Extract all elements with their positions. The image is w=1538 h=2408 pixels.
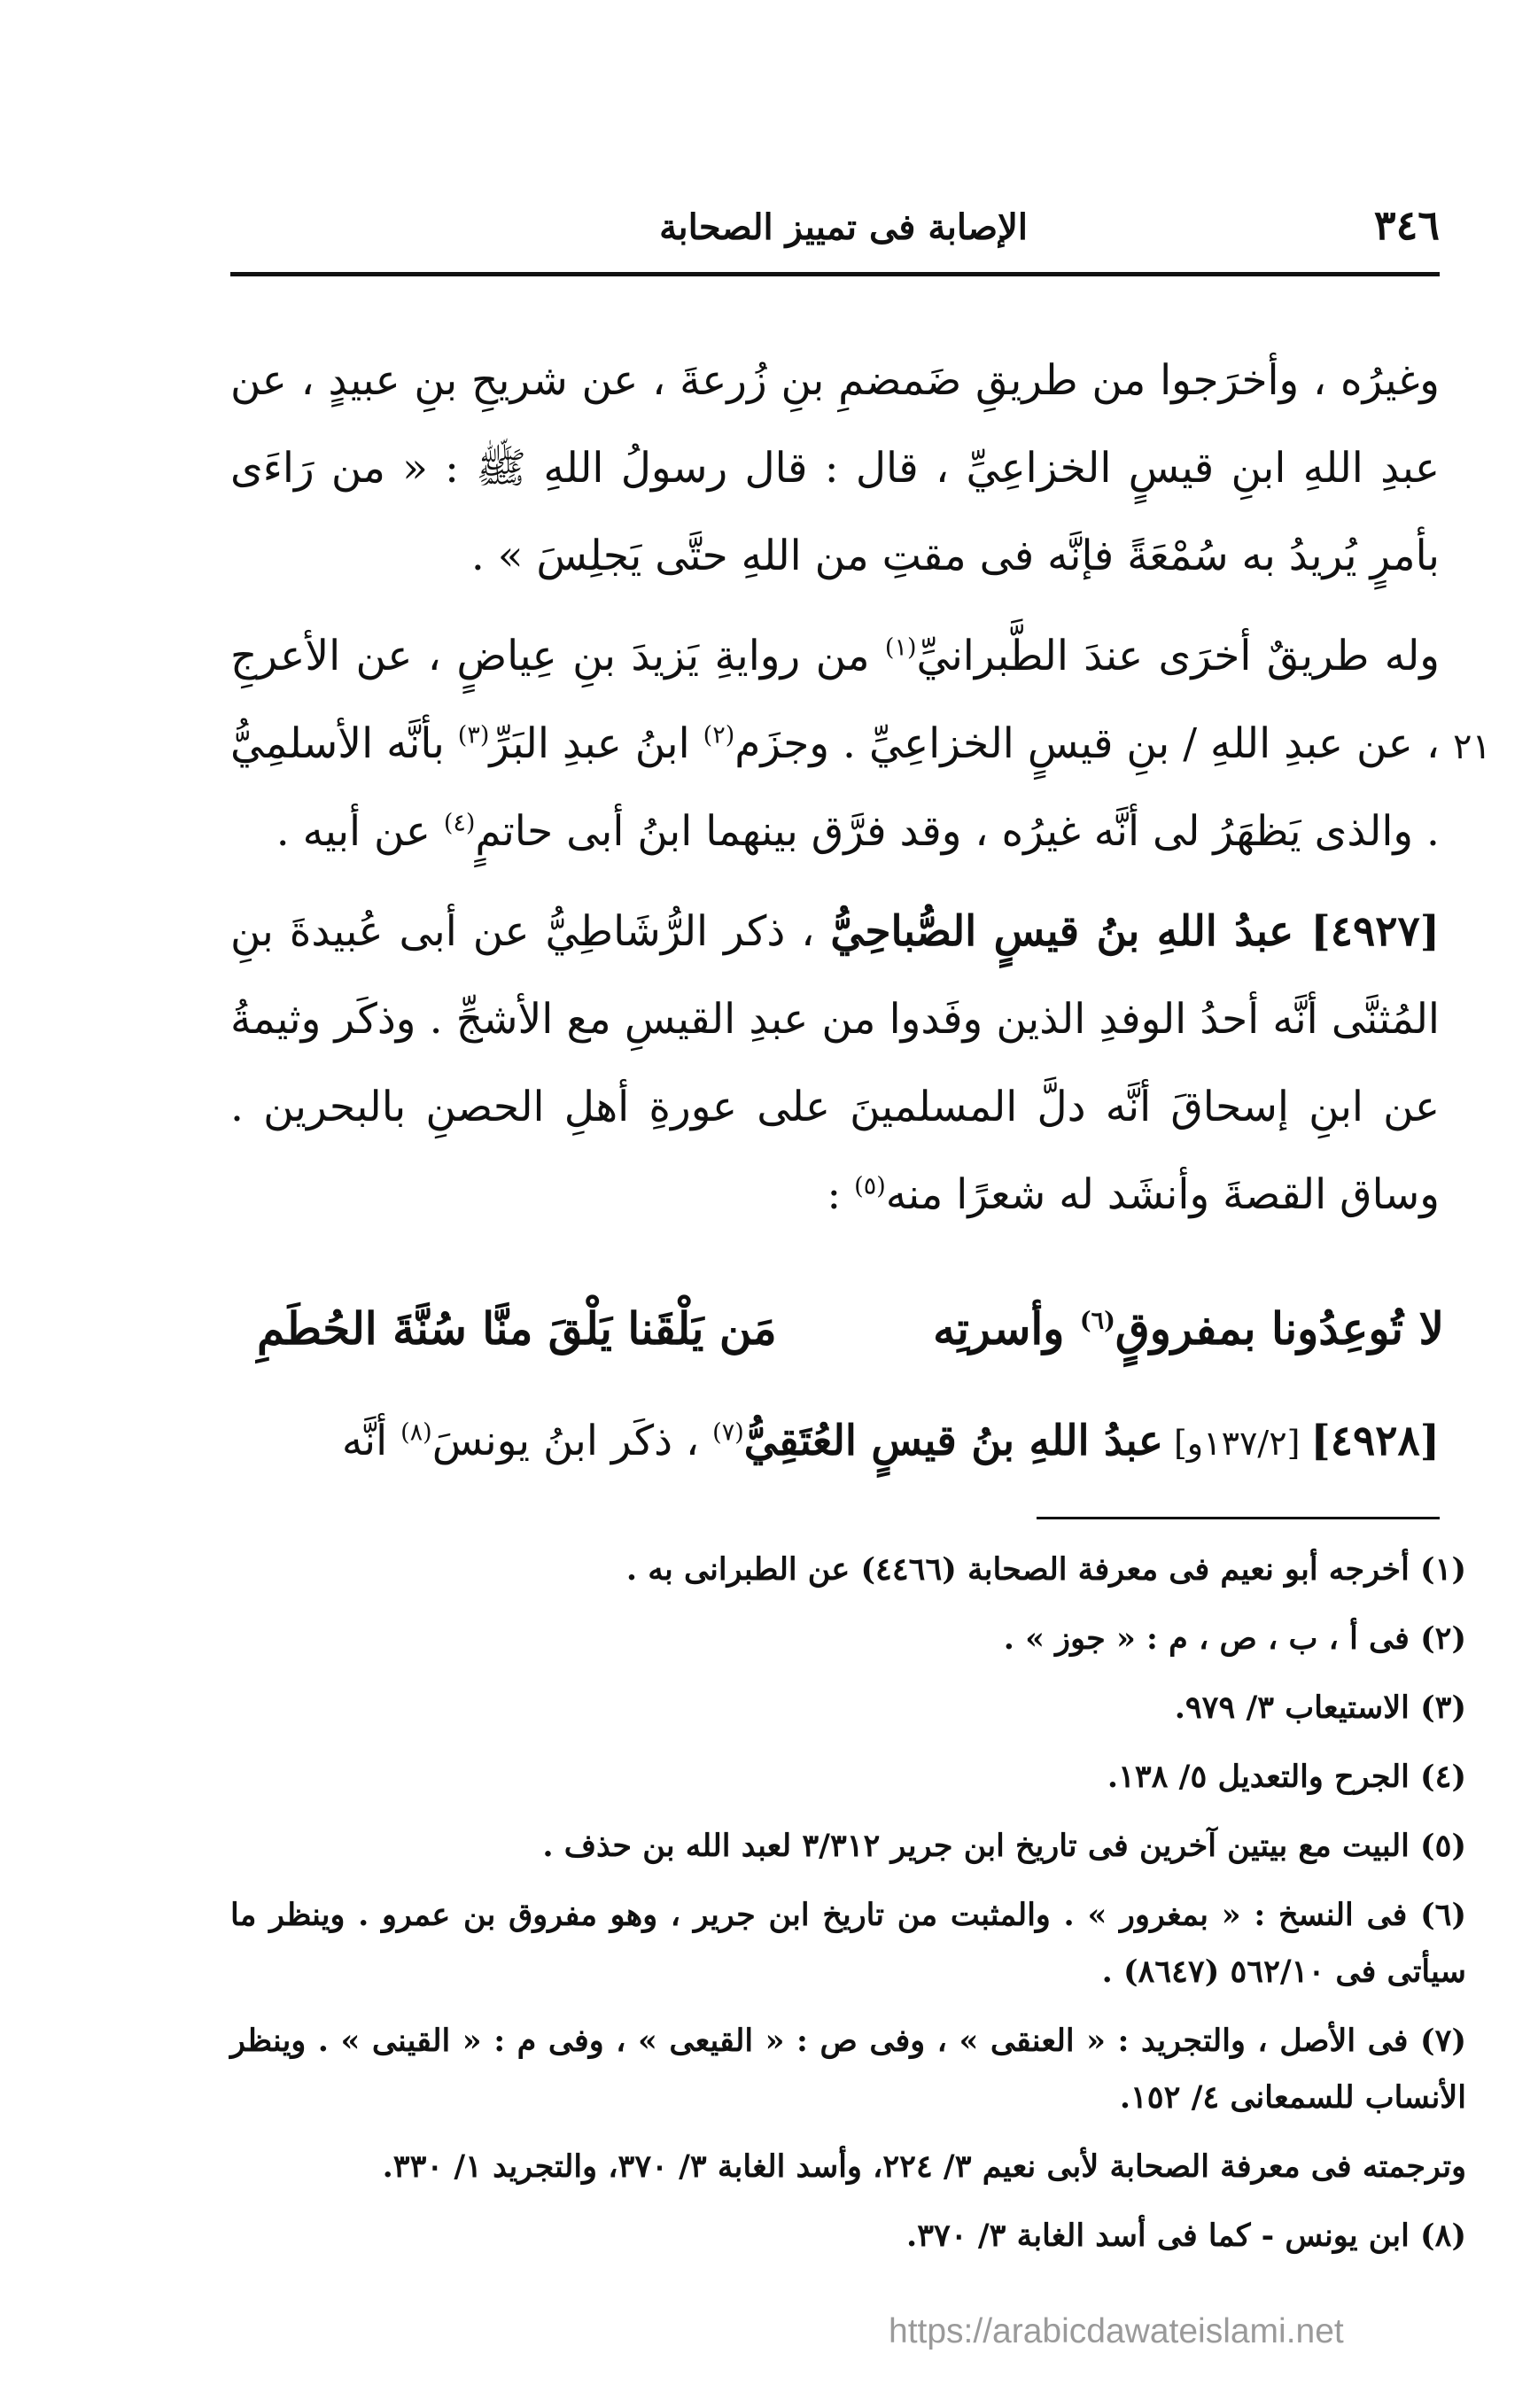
watermark-url: https://arabicdawateislami.net	[889, 2312, 1344, 2350]
text-run: ابنُ عبدِ البَرِّ	[489, 719, 703, 768]
entry-4927	[230, 888, 1440, 1239]
verse-second-hemistich: مَن يَلْقَنا يَلْقَ منَّا سُنَّةَ الحُطَمِ	[257, 1302, 777, 1355]
text-run: ، ذكر الرُّشَاطِيُّ عن أبى عُبيدةَ بنِ المُثنَّى أنَّه أحدُ الوفدِ الذين وفَدوا من عبدِ القيسِ مع الأشجِّ . وذكَر وثيمةُ عن ابنِ إسحاقَ أنَّه دلَّ المسلمينَ على عورةِ أهلِ الحصنِ بالبحرين . وساق القصةَ وأنشَد له شعرًا منه	[230, 907, 1440, 1219]
footnotes	[230, 1542, 1466, 2277]
footnote-7: (٧) فى الأصل ، والتجريد : « العنقى » ، وفى ص : « القيعى » ، وفى م : « القينى » . وينظر الأنساب للسمعانى ٤/ ١٥٢.	[230, 2023, 1466, 2116]
manuscript-folio-ref: [١٣٧/٢و]	[1162, 1424, 1311, 1463]
footnote-ref-5[interactable]: (٥)	[854, 1172, 886, 1200]
text-run: لا تُوعِدُونا بمفروقٍ	[1115, 1302, 1444, 1355]
footnote-ref-4[interactable]: (٤)	[443, 809, 476, 837]
text-run: وله طريقٌ أخرَى عندَ الطَّبرانيِّ	[916, 632, 1440, 680]
entry-name: عبدُ اللهِ بنُ قيسٍ العُتَقِيُّ	[743, 1417, 1163, 1465]
entry-number: [٤٩٢٨]	[1310, 1417, 1440, 1465]
footnote-ref-7[interactable]: (٧)	[712, 1418, 744, 1447]
footnote-3: (٣) الاستيعاب ٣/ ٩٧٩.	[1174, 1689, 1466, 1726]
paragraph-1: وغيرُه ، وأخرَجوا من طريقِ ضَمضمِ بنِ زُرعةَ ، عن شريحِ بنِ عبيدٍ ، عن عبدِ اللهِ ابنِ قيسٍ الخزاعِيِّ ، قال : قال رسولُ اللهِ ﷺ : « من رَاءَى بأمرٍ يُريدُ به سُمْعَةً فإنَّه فى مقتِ من اللهِ حتَّى يَجلِسَ » .	[230, 356, 1440, 580]
footnote-ref-3[interactable]: (٣)	[457, 721, 490, 750]
footnote-2: (٢) فى أ ، ب ، ص ، م : « جوز » .	[1003, 1620, 1466, 1657]
page-number: ٣٤٦	[1373, 201, 1440, 249]
main-text	[230, 337, 1440, 1239]
text-run: عن أبيه .	[276, 807, 444, 856]
footnote-ref-2[interactable]: (٢)	[703, 721, 735, 750]
footnote-ref-8[interactable]: (٨)	[400, 1418, 432, 1447]
header-rule	[230, 272, 1440, 276]
footnote-7-continuation: وترجمته فى معرفة الصحابة لأبى نعيم ٣/ ٢٢٤، وأسد الغابة ٣/ ٣٧٠، والتجريد ١/ ٣٣٠.	[382, 2148, 1466, 2185]
running-title: الإصابة فى تمييز الصحابة	[659, 206, 1028, 248]
verse-first-hemistich	[933, 1302, 1444, 1355]
footnote-4: (٤) الجرح والتعديل ٥/ ١٣٨.	[1107, 1759, 1466, 1795]
running-header	[230, 190, 1440, 270]
footnote-1: (١) أخرجه أبو نعيم فى معرفة الصحابة (٤٤٦٦) عن الطبرانى به .	[625, 1551, 1466, 1588]
text-run: ، ذكَر ابنُ يونسَ	[431, 1417, 713, 1465]
footnote-6: (٦) فى النسخ : « بمغرور » . والمثبت من تاريخ ابن جرير ، وهو مفروق بن عمرو . وينظر ما سيأتى فى ٥٦٢/١٠ (٨٦٤٧) .	[230, 1897, 1466, 1990]
poetry-verse	[257, 1302, 1444, 1373]
entry-4928	[230, 1402, 1440, 1483]
text-run: بأنَّه الأسلمِيُّ . والذى يَظهَرُ لى أنَّه غيرُه ، وقد فرَّق بينهما ابنُ أبى حاتمٍ	[230, 719, 1440, 856]
text-run: :	[827, 1170, 855, 1219]
text-run: وأسرتِه	[933, 1302, 1080, 1355]
entry-number: [٤٩٢٧]	[1310, 907, 1440, 956]
paragraph-2	[230, 612, 1440, 875]
footnote-ref-6[interactable]: (٦)	[1079, 1307, 1115, 1335]
entry-name: عبدُ اللهِ بنُ قيسٍ الصُّباحِيُّ	[830, 907, 1311, 956]
footnote-5: (٥) البيت مع بيتين آخرين فى تاريخ ابن جرير ٣/٣١٢ لعبد الله بن حذف .	[542, 1828, 1466, 1864]
text-run: من روايةِ يَزيدَ بنِ عِياضٍ ، عن الأعرجِ ، عن عبدِ اللهِ / بنِ قيسٍ الخزاعِيِّ . وجزَم	[230, 632, 1440, 768]
footnote-ref-1[interactable]: (١)	[884, 633, 917, 662]
footnote-8: (٨) ابن يونس - كما فى أسد الغابة ٣/ ٣٧٠.	[906, 2218, 1466, 2254]
margin-page-reference: ٢١	[1453, 726, 1491, 767]
text-run: أنَّه	[341, 1417, 401, 1465]
footnote-separator	[1037, 1517, 1440, 1519]
